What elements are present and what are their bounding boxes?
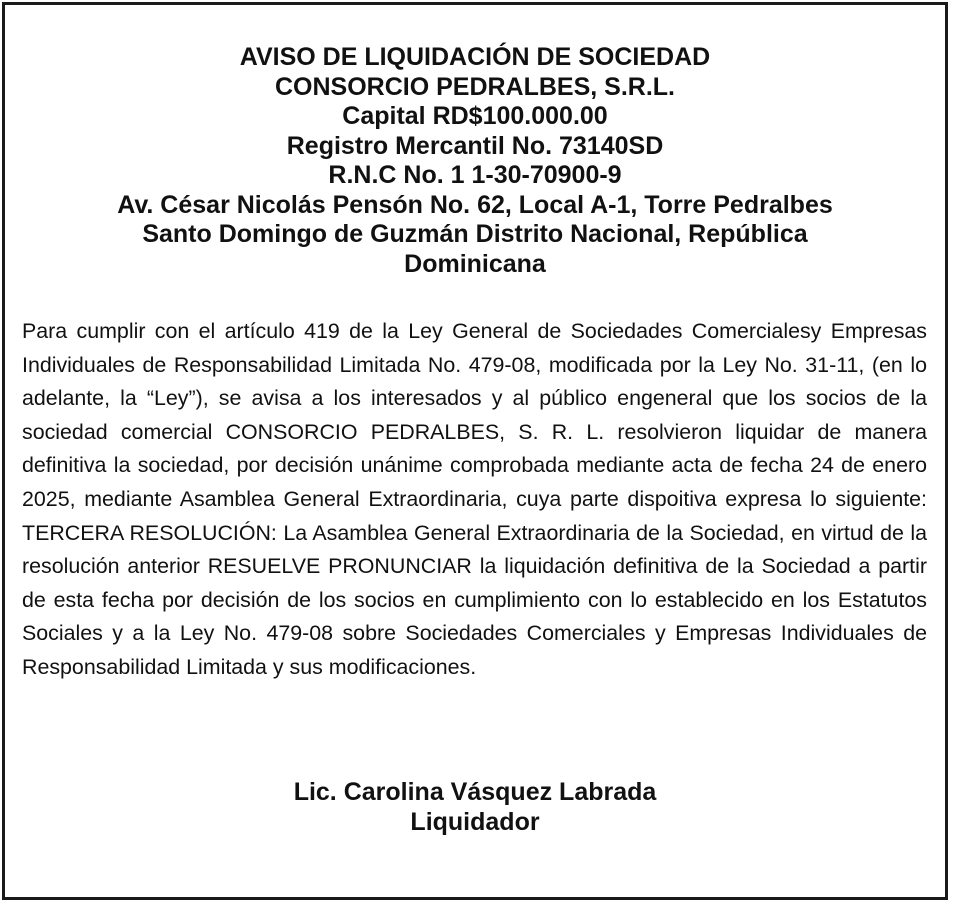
signatory-name: Lic. Carolina Vásquez Labrada xyxy=(293,778,657,806)
address-line-3: Dominicana xyxy=(404,249,546,278)
mercantile-registry: Registro Mercantil No. 73140SD xyxy=(286,131,664,160)
signatory-role: Liquidador xyxy=(410,807,540,836)
notice-body: Para cumplir con el artículo 419 de la Ley General de Sociedades Comercialesy Empresas Individuales de Responsabilidad Limitada No. 479-08, modificada por la Ley No. 31-11, (en lo adelante, la “Ley”), se avisa a los interesados y al público engeneral que los socios de la sociedad comercial CONSORCIO PEDRALBES, S. R. L. resolvieron liquidar de manera definitiva la sociedad, por decisión unánime comprobada mediante acta de fecha 24 de enero 2025, mediante Asamblea General Extraordinaria, cuya parte dispoitiva expresa lo siguiente: TERCERA RESOLUCIÓN: La Asamblea General Extraordinaria de la Sociedad, en virtud de la resolución anterior RESUELVE PRONUNCIAR la liquidación definitiva de la Sociedad a partir de esta fecha por decisión de los socios en cumplimiento con lo establecido en los Estatutos Sociales y a la Ley No. 479-08 sobre Sociedades Comerciales y Empresas Individuales de Responsabilidad Limitada y sus modificaciones. xyxy=(22,319,927,679)
address-line-2: Santo Domingo de Guzmán Distrito Nacional, República xyxy=(142,220,808,248)
company-name: CONSORCIO PEDRALBES, S.R.L. xyxy=(274,72,676,101)
notice-title: AVISO DE LIQUIDACIÓN DE SOCIEDAD xyxy=(239,43,711,71)
address-line-1: Av. César Nicolás Pensón No. 62, Local A-1, Torre Pedralbes xyxy=(117,190,833,219)
rnc-number: R.N.C No. 1 1-30-70900-9 xyxy=(328,161,622,189)
company-capital: Capital RD$100.000.00 xyxy=(342,102,608,130)
signature-block xyxy=(25,778,925,837)
legal-notice xyxy=(2,2,948,900)
notice-header xyxy=(25,43,925,279)
